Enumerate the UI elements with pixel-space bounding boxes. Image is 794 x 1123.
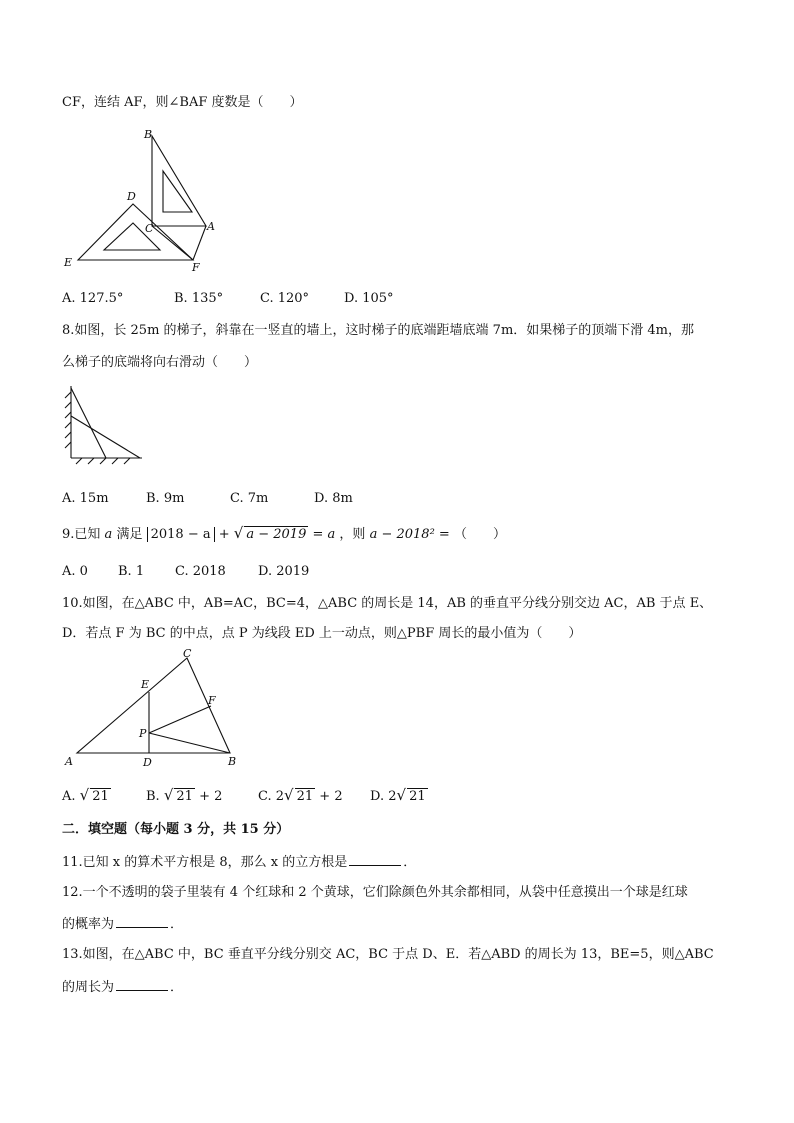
q9-abs-expr: 2018 − a (147, 527, 215, 542)
q10-stem-line2: D．若点 F 为 BC 的中点，点 P 为线段 ED 上一动点，则△PBF 周长的最小值为（ ） (62, 626, 582, 641)
q7-figure (60, 126, 230, 271)
q12-answer-blank[interactable] (116, 915, 168, 928)
q8-options (62, 490, 353, 508)
q8-ladder-before (71, 388, 106, 458)
q9-mid: 满足 (116, 527, 143, 542)
q10-figure (60, 646, 245, 771)
q10-label-a: A (65, 755, 73, 768)
q8-figure (62, 382, 146, 466)
q10-option-d-radicand: 21 (409, 789, 426, 804)
q13-end: ． (170, 980, 184, 995)
q9-sqrt-expr: a − 2019 (246, 527, 307, 542)
q8-option-c[interactable]: C. 7m (230, 491, 269, 506)
q7-label-a: A (207, 220, 215, 233)
q13-answer-blank[interactable] (116, 978, 168, 991)
q8-option-a[interactable]: A. 15m (62, 491, 109, 506)
q7-option-d[interactable]: D. 105° (344, 291, 394, 306)
q10-segment-pb (149, 733, 230, 753)
q10-option-b-radicand: 21 (176, 789, 193, 804)
q10-option-a-label: A. (62, 789, 76, 804)
q9-prefix: 9.已知 (62, 527, 101, 542)
q8-option-d[interactable]: D. 8m (314, 491, 353, 506)
q11-stem (62, 853, 416, 872)
q7-label-f: F (192, 261, 200, 271)
q7-options (62, 290, 394, 308)
q9-options (62, 563, 309, 581)
q9-var-a: a (104, 527, 113, 542)
q8-ladder-after (71, 416, 140, 458)
q10-segment-pf (149, 706, 211, 733)
q13-line2-text: 的周长为 (62, 980, 115, 995)
q10-option-b-radical: √ (163, 786, 174, 804)
q9-plus: + (218, 527, 230, 542)
q7-label-d: D (127, 190, 136, 203)
q10-label-b: B (228, 755, 237, 768)
q10-option-c[interactable] (258, 786, 370, 806)
q9-option-a[interactable]: A. 0 (62, 564, 88, 579)
q7-set-square-right-inner (163, 171, 192, 212)
q10-option-d[interactable] (370, 786, 428, 806)
q9-option-c[interactable]: C. 2018 (175, 564, 226, 579)
q10-label-d: D (143, 756, 152, 769)
section2-heading: 二．填空题（每小题 3 分，共 15 分） (62, 822, 290, 837)
q10-option-c-radicand: 21 (296, 789, 314, 804)
q10-label-p: P (139, 727, 147, 740)
q10-option-c-radical: √ (284, 786, 294, 804)
q10-option-b[interactable] (146, 786, 258, 806)
q12-stem-line1: 12.一个不透明的袋子里装有 4 个红球和 2 个黄球，它们除颜色外其余都相同，从袋中任意摸出一个球是红球 (62, 885, 688, 900)
q10-option-d-coef: 2 (388, 789, 397, 804)
q10-option-c-coef: 2 (275, 789, 285, 804)
q13-stem-line1: 13.如图，在△ABC 中，BC 垂直平分线分别交 AC，BC 于点 D、E．若△ABD 的周长为 13，BE=5，则△ABC (62, 947, 714, 962)
q10-label-f: F (208, 694, 216, 707)
q8-wall-hatching (65, 392, 71, 448)
q7-label-c: C (145, 222, 154, 235)
q10-option-b-plus-two: + 2 (199, 789, 223, 804)
q10-option-c-label: C. (258, 789, 272, 804)
q10-option-a-radicand: 21 (92, 789, 109, 804)
q11-text: 11.已知 x 的算术平方根是 8，那么 x 的立方根是 (62, 855, 348, 870)
q9-option-d[interactable]: D. 2019 (258, 564, 310, 579)
q8-stem-line1: 8.如图，长 25m 的梯子，斜靠在一竖直的墙上，这时梯子的底端距墙底端 7m．如果梯子的顶端下滑 4m，那 (62, 323, 694, 338)
q10-option-a[interactable] (62, 786, 146, 806)
q12-line2-text: 的概率为 (62, 917, 115, 932)
q10-stem-line1: 10.如图，在△ABC 中，AB=AC，BC=4，△ABC 的周长是 14，AB 的垂直平分线分别交边 AC，AB 于点 E、 (62, 596, 713, 611)
q9-stem (62, 524, 506, 544)
q7-option-b[interactable]: B. 135° (174, 291, 224, 306)
q7-stem: CF，连结 AF，则∠BAF 度数是（ ） (62, 95, 303, 110)
q10-option-b-label: B. (146, 789, 160, 804)
q7-segment-af (193, 226, 206, 260)
q8-stem-line2: 么梯子的底端将向右滑动（ ） (62, 355, 258, 370)
q8-ground-hatching (76, 458, 130, 464)
q10-option-d-label: D. (370, 789, 385, 804)
q9-ask-expr: a − 2018² = (369, 527, 450, 542)
q9-then: ，则 (339, 527, 366, 542)
q9-radical-sign: √ (233, 524, 244, 542)
q10-label-e: E (141, 678, 150, 691)
q9-tail: （ ） (453, 527, 506, 542)
q12-end: ． (170, 917, 184, 932)
q10-options (62, 786, 428, 806)
q12-stem-line2 (62, 915, 183, 934)
q9-eq-rhs: = a (312, 527, 336, 542)
q10-option-a-radical: √ (79, 786, 90, 804)
q13-stem-line2 (62, 978, 183, 997)
q7-label-e: E (64, 256, 73, 269)
q11-answer-blank[interactable] (349, 853, 401, 866)
q10-label-c: C (183, 647, 192, 660)
q7-segment-cf (152, 226, 193, 260)
q7-option-a[interactable]: A. 127.5° (62, 291, 124, 306)
q10-option-c-plus-two: + 2 (319, 789, 343, 804)
q7-label-b: B (144, 128, 153, 141)
q11-end: ． (403, 855, 417, 870)
q8-option-b[interactable]: B. 9m (146, 491, 185, 506)
q9-option-b[interactable]: B. 1 (118, 564, 145, 579)
q7-option-c[interactable]: C. 120° (260, 291, 310, 306)
q10-option-d-radical: √ (396, 786, 407, 804)
